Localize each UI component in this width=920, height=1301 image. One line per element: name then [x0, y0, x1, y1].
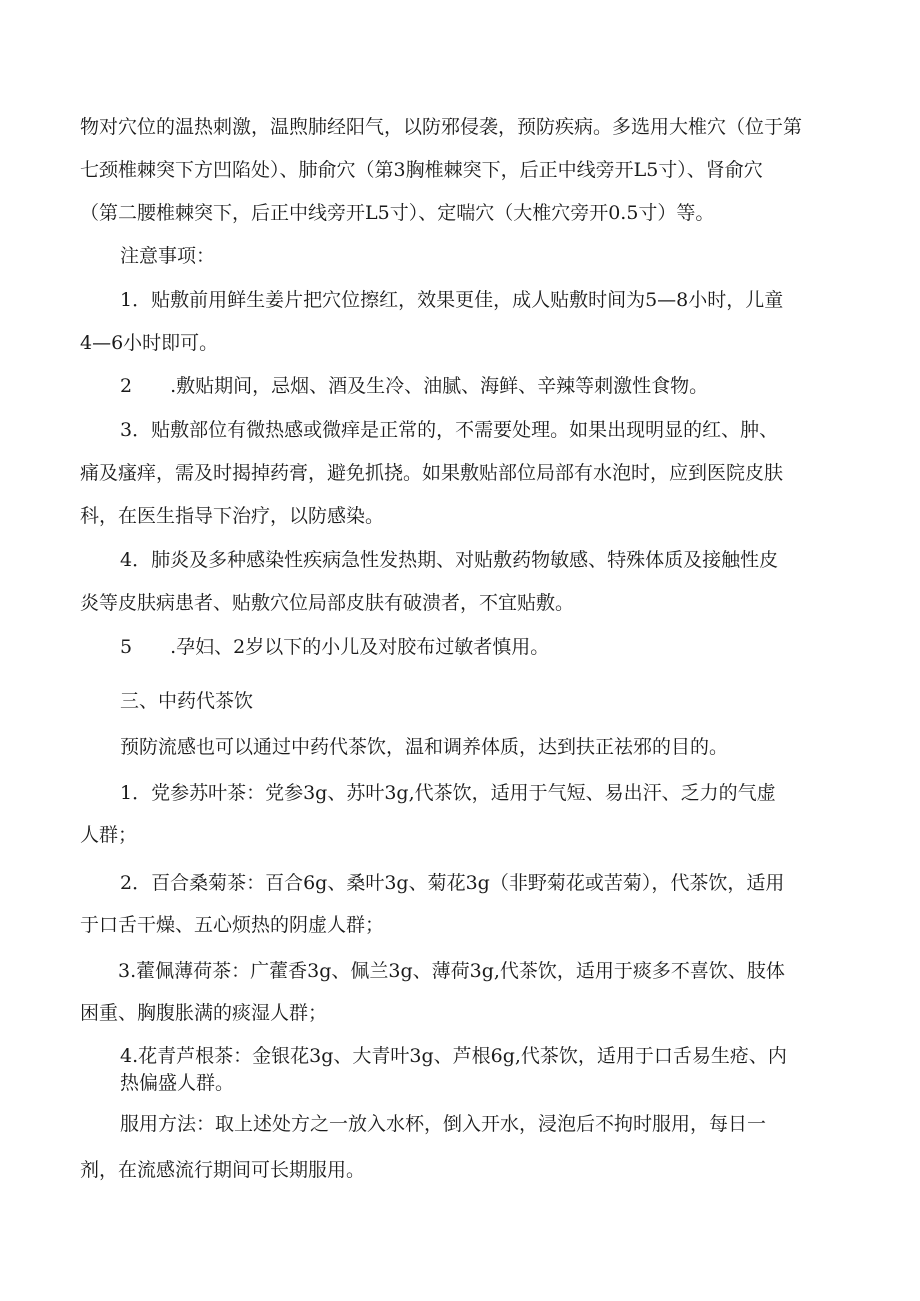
text-line: 物对穴位的温热刺激，温煦肺经阳气，以防邪侵袭，预防疾病。多选用大椎穴（位于第: [80, 116, 803, 138]
text-line: 4．肺炎及多种感染性疾病急性发热期、对贴敷药物敏感、特殊体质及接触性皮: [120, 549, 779, 571]
text-line: 2 .敷贴期间，忌烟、酒及生冷、油腻、海鲜、辛辣等刺激性食物。: [120, 375, 709, 397]
text-line: 3.藿佩薄荷茶：广藿香3g、佩兰3g、薄荷3g,代茶饮，适用于痰多不喜饮、肢体: [118, 960, 785, 982]
text-line: 4.花青芦根茶：金银花3g、大青叶3g、芦根6g,代茶饮，适用于口舌易生疮、内: [120, 1045, 787, 1067]
text-line: （第二腰椎棘突下，后正中线旁开L5寸）、定喘穴（大椎穴旁开0.5寸）等。: [80, 202, 715, 224]
text-line: 科，在医生指导下治疗，以防感染。: [80, 505, 385, 527]
text-line: 困重、胸腹胀满的痰湿人群；: [80, 1002, 328, 1024]
text-line: 七颈椎棘突下方凹陷处）、肺俞穴（第3胸椎棘突下，后正中线旁开L5寸）、肾俞穴: [80, 159, 763, 181]
text-line: 3．贴敷部位有微热感或微痒是正常的，不需要处理。如果出现明显的红、肿、: [120, 419, 779, 441]
text-line: 痛及瘙痒，需及时揭掉药膏，避免抓挠。如果敷贴部位局部有水泡时，应到医院皮肤: [80, 462, 784, 484]
text-line: 预防流感也可以通过中药代茶饮，温和调养体质，达到扶正祛邪的目的。: [120, 736, 729, 758]
text-line: 5 .孕妇、2岁以下的小儿及对胶布过敏者慎用。: [120, 636, 550, 658]
text-line: 4—6小时即可。: [80, 332, 219, 354]
text-line: 炎等皮肤病患者、贴敷穴位局部皮肤有破溃者，不宜贴敷。: [80, 592, 575, 614]
text-line: 于口舌干燥、五心烦热的阴虚人群；: [80, 914, 385, 936]
section-label: 注意事项：: [120, 245, 216, 267]
text-line: 热偏盛人群。: [120, 1072, 235, 1094]
section-heading: 三、中药代茶饮: [120, 690, 254, 712]
text-line: 人群；: [80, 824, 138, 846]
text-line: 剂，在流感流行期间可长期服用。: [80, 1159, 366, 1181]
text-line: 2．百合桑菊茶：百合6g、桑叶3g、菊花3g（非野菊花或苦菊），代茶饮，适用: [120, 872, 785, 894]
text-line: 1．贴敷前用鲜生姜片把穴位擦红，效果更佳，成人贴敷时间为5—8小时，儿童: [120, 289, 784, 311]
text-line: 服用方法：取上述处方之一放入水杯，倒入开水，浸泡后不拘时服用，每日一: [120, 1113, 767, 1135]
text-line: 1．党参苏叶茶：党参3g、苏叶3g,代茶饮，适用于气短、易出汗、乏力的气虚: [120, 782, 776, 804]
